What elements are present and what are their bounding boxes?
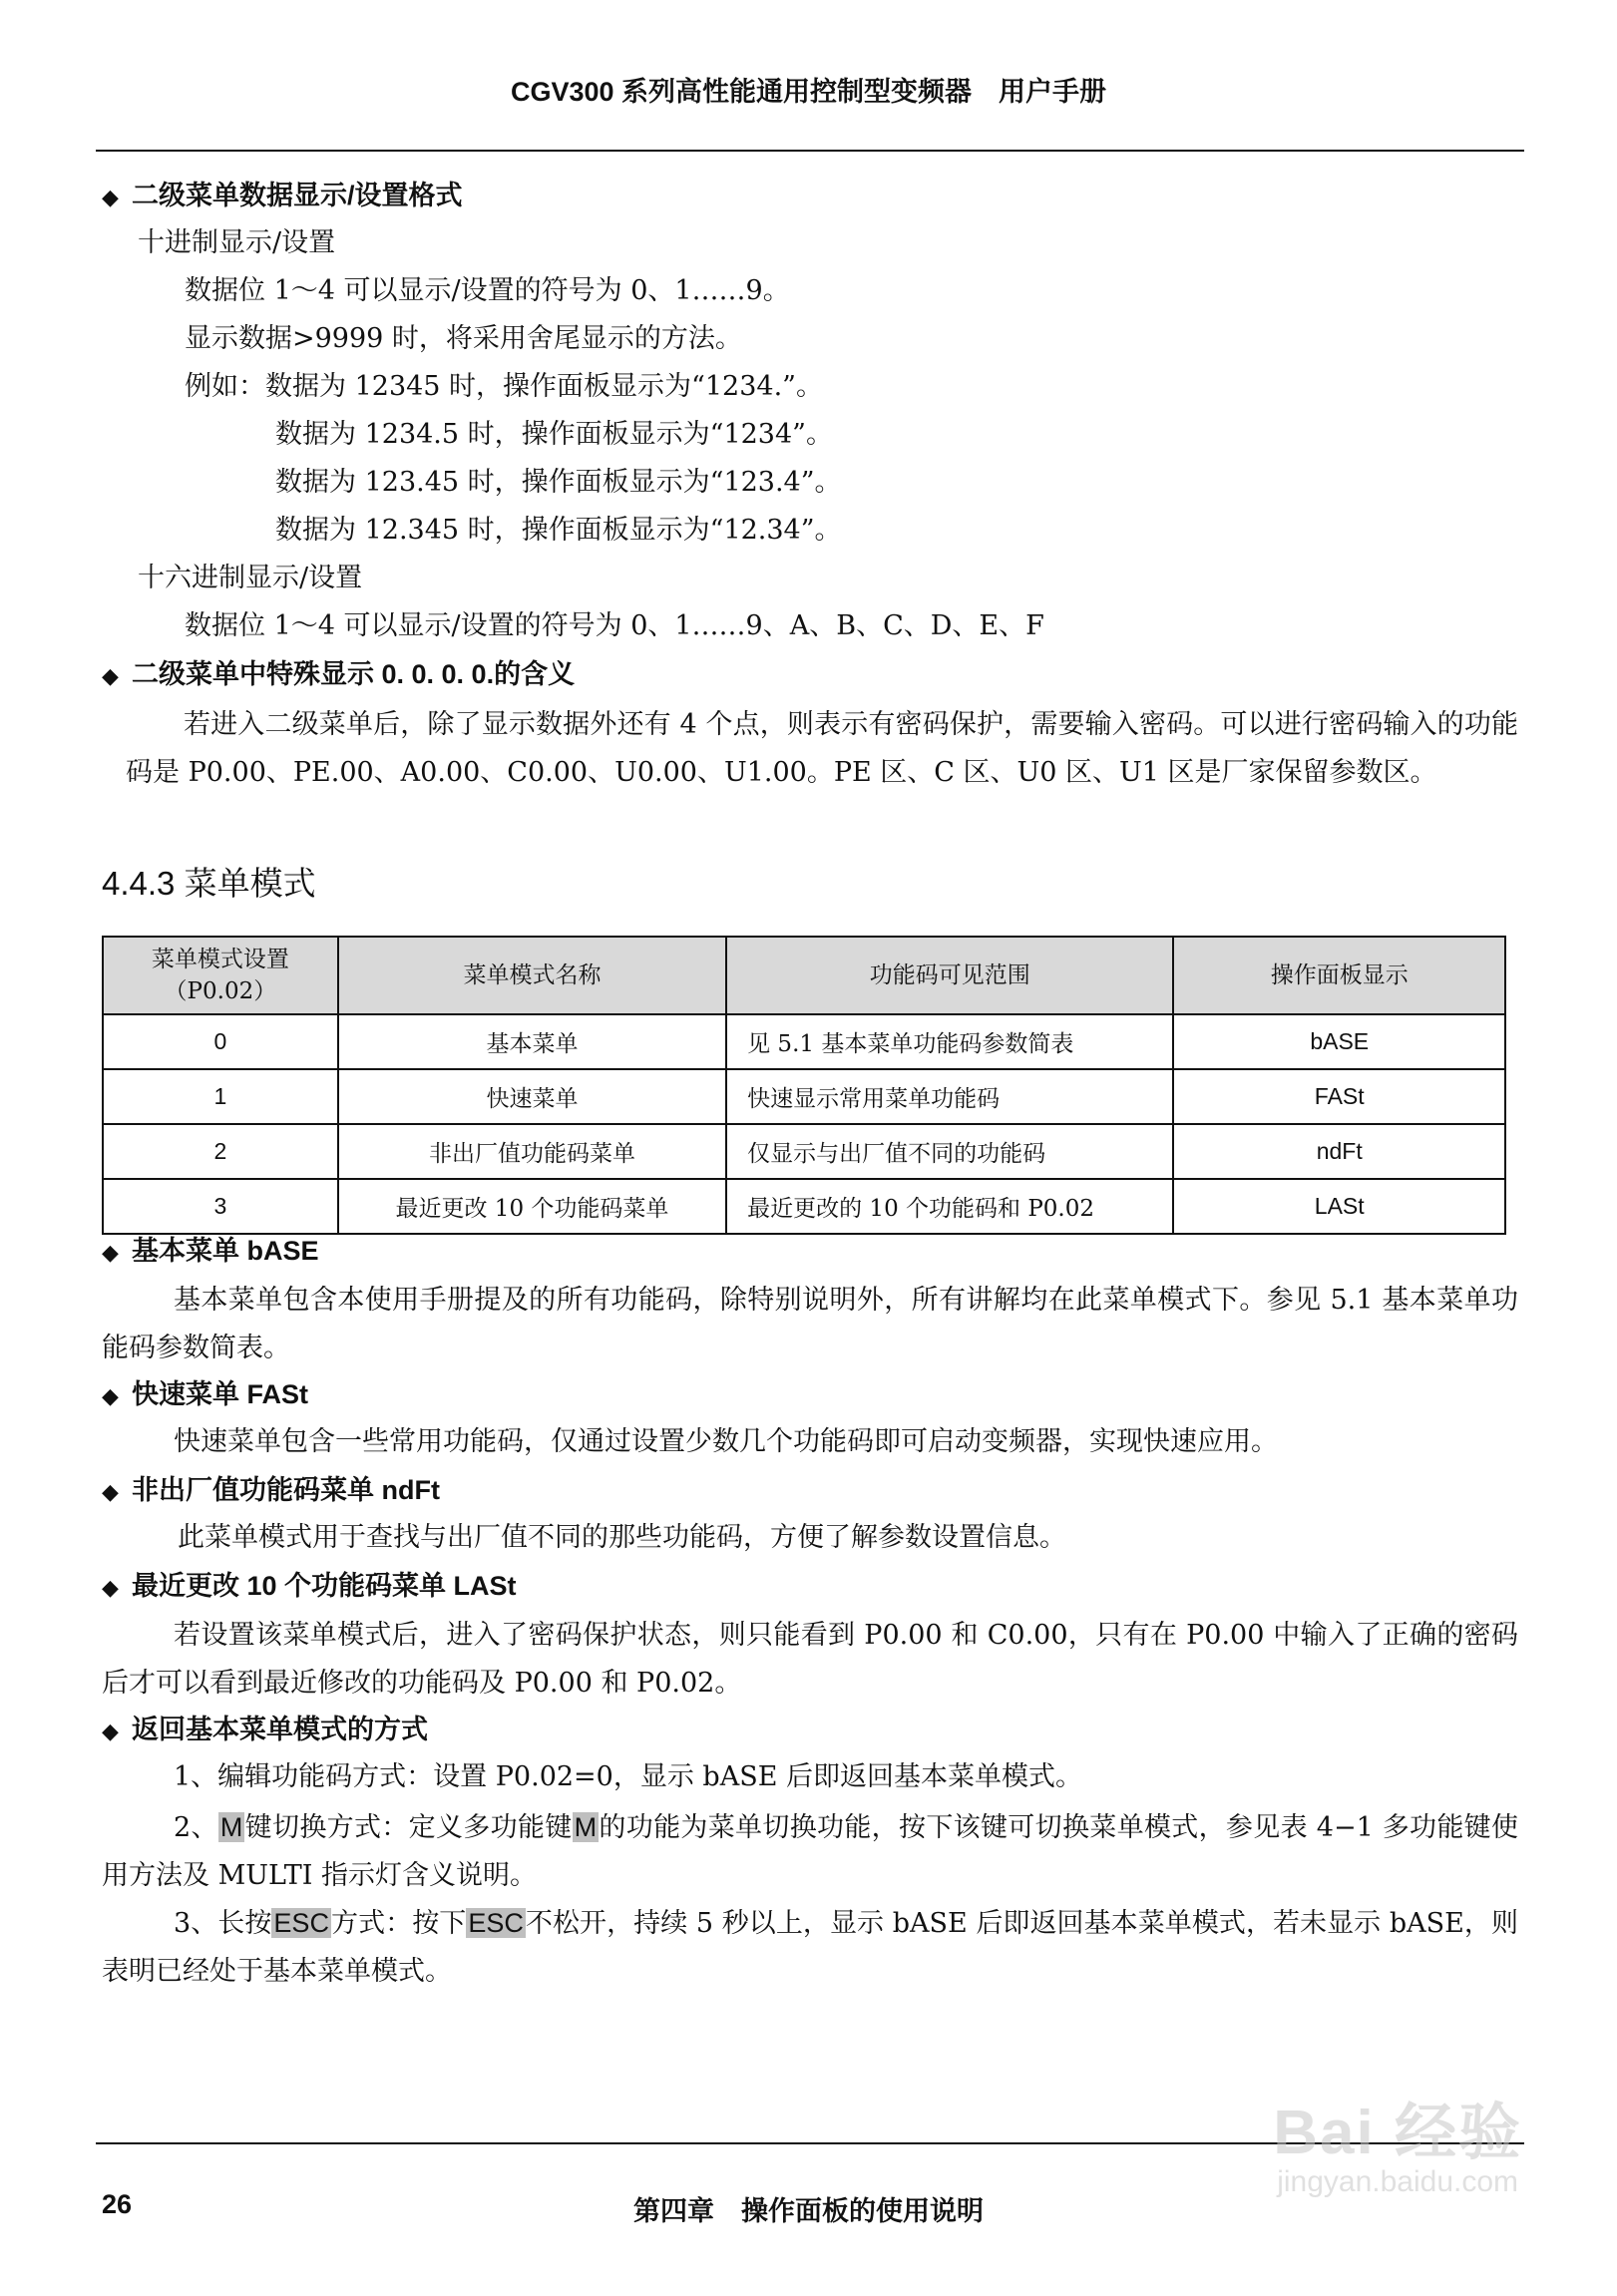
cell-range: 快速显示常用菜单功能码 (726, 1069, 1173, 1124)
table-row (103, 1124, 1505, 1179)
sec2-body: 若进入二级菜单后，除了显示数据外还有 4 个点，则表示有密码保护，需要输入密码。可以进行密码输入的功能码是 P0.00、PE.00、A0.00、C0.00、U0.00、U1.00。PE 区、C 区、U0 区、U1 区是厂家保留参数区。 (126, 709, 1518, 788)
diamond-bullet-icon: ◆ (102, 1575, 119, 1600)
example-line-2: 数据为 1234.5 时，操作面板显示为“1234”。 (275, 419, 833, 450)
table-row (103, 1179, 1505, 1234)
example-line-3: 数据为 123.45 时，操作面板显示为“123.4”。 (275, 467, 842, 498)
return-heading (102, 1712, 428, 1749)
cell-setting: 1 (103, 1069, 338, 1124)
header-mode-name: 菜单模式名称 (338, 937, 726, 1014)
chapter-title: 第四章 操作面板的使用说明 (633, 2196, 984, 2226)
m-key-label: M (574, 1812, 598, 1842)
table-row (103, 1014, 1505, 1069)
menu-mode-table (102, 936, 1506, 1235)
example-prefix: 例如： (185, 371, 265, 402)
hex-subtitle: 十六进制显示/设置 (138, 563, 363, 593)
recent-title: 最近更改 10 个功能码菜单 LASt (132, 1571, 517, 1601)
recent-body: 若设置该菜单模式后，进入了密码保护状态，则只能看到 P0.00 和 C0.00，只有在 P0.00 中输入了正确的密码后才可以看到最近修改的功能码及 P0.00 和 P0.02。 (102, 1620, 1518, 1699)
dec-line-1: 数据位 1～4 可以显示/设置的符号为 0、1……9。 (185, 275, 790, 306)
cell-range: 仅显示与出厂值不同的功能码 (726, 1124, 1173, 1179)
sec2-title: 二级菜单中特殊显示 0. 0. 0. 0.的含义 (132, 659, 576, 689)
esc-key-label: ESC (273, 1908, 329, 1938)
cell-setting: 2 (103, 1124, 338, 1179)
cell-display: bASE (1173, 1014, 1505, 1069)
running-header: CGV300 系列高性能通用控制型变频器 用户手册 (510, 77, 1107, 107)
watermark-url: jingyan.baidu.com (1277, 2165, 1519, 2198)
diamond-bullet-icon: ◆ (102, 185, 119, 209)
cell-mode-name: 快速菜单 (338, 1069, 726, 1124)
return-item-3 (102, 1899, 1518, 1996)
item3-text-a: 方式：按下 (330, 1908, 467, 1939)
example-text: 数据为 12345 时，操作面板显示为“1234.”。 (265, 371, 823, 402)
cell-mode-name: 非出厂值功能码菜单 (338, 1124, 726, 1179)
return-title: 返回基本菜单模式的方式 (132, 1715, 428, 1744)
cell-display: LASt (1173, 1179, 1505, 1234)
cell-range: 最近更改的 10 个功能码和 P0.02 (726, 1179, 1173, 1234)
basic-body: 基本菜单包含本使用手册提及的所有功能码，除特别说明外，所有讲解均在此菜单模式下。参见 5.1 基本菜单功能码参数简表。 (102, 1285, 1518, 1363)
watermark-logo: Bai 经验 (1273, 2099, 1522, 2167)
example-line-4: 数据为 12.345 时，操作面板显示为“12.34”。 (275, 515, 842, 546)
nondef-body: 此菜单模式用于查找与出厂值不同的那些功能码，方便了解参数设置信息。 (178, 1522, 1066, 1553)
m-key-label: M (219, 1812, 243, 1842)
cell-range: 见 5.1 基本菜单功能码参数简表 (726, 1014, 1173, 1069)
return-item-2 (102, 1803, 1518, 1900)
header-visible-range: 功能码可见范围 (726, 937, 1173, 1014)
cell-setting: 0 (103, 1014, 338, 1069)
item2-text-a: 键切换方式：定义多功能键 (244, 1812, 573, 1843)
nondef-title: 非出厂值功能码菜单 ndFt (132, 1475, 440, 1505)
header-mode-setting-param: （P0.02） (164, 978, 277, 1004)
item2-prefix: 2、 (174, 1812, 218, 1843)
baidu-watermark (1273, 2083, 1522, 2199)
cell-display: ndFt (1173, 1124, 1505, 1179)
diamond-bullet-icon: ◆ (102, 1479, 119, 1504)
diamond-bullet-icon: ◆ (102, 663, 119, 688)
page-number: 26 (102, 2189, 133, 2219)
header-rule (96, 150, 1524, 152)
quick-body: 快速菜单包含一些常用功能码，仅通过设置少数几个功能码即可启动变频器，实现快速应用。 (174, 1426, 1278, 1457)
sec2-heading (102, 656, 575, 694)
hex-line-1: 数据位 1～4 可以显示/设置的符号为 0、1……9、A、B、C、D、E、F (185, 610, 1044, 641)
quick-title: 快速菜单 FASt (132, 1379, 309, 1409)
quick-heading (102, 1376, 308, 1414)
sec1-title: 二级菜单数据显示/设置格式 (132, 181, 463, 210)
dec-line-2: 显示数据>9999 时，将采用舍尾显示的方法。 (185, 323, 742, 354)
sec1-heading (102, 178, 463, 215)
cell-mode-name: 最近更改 10 个功能码菜单 (338, 1179, 726, 1234)
cell-mode-name: 基本菜单 (338, 1014, 726, 1069)
item3-prefix: 3、长按 (174, 1908, 272, 1939)
basic-heading (102, 1233, 319, 1271)
basic-title: 基本菜单 bASE (132, 1236, 319, 1266)
diamond-bullet-icon: ◆ (102, 1383, 119, 1408)
diamond-bullet-icon: ◆ (102, 1719, 119, 1743)
header-mode-setting-label: 菜单模式设置 (151, 947, 289, 972)
dec-subtitle: 十进制显示/设置 (138, 227, 336, 258)
item3-text-b: 不松开，持续 5 秒以上，显示 bASE 后即返回基本菜单模式，若未显示 bASE，则表明已经处于基本菜单模式。 (102, 1908, 1518, 1987)
esc-key-label: ESC (468, 1908, 524, 1938)
cell-setting: 3 (103, 1179, 338, 1234)
nondef-heading (102, 1472, 440, 1510)
header-mode-setting (103, 937, 338, 1014)
example-line-1 (185, 369, 823, 405)
header-panel-display: 操作面板显示 (1173, 937, 1505, 1014)
diamond-bullet-icon: ◆ (102, 1240, 119, 1265)
item2-text-b: 的功能为菜单切换功能，按下该键可切换菜单模式，参见表 4−1 多功能键使用方法及 MULTI 指示灯含义说明。 (102, 1812, 1519, 1891)
cell-display: FASt (1173, 1069, 1505, 1124)
section-heading: 4.4.3 菜单模式 (102, 865, 316, 902)
table-row (103, 1069, 1505, 1124)
return-item-1: 1、编辑功能码方式：设置 P0.02=0，显示 bASE 后即返回基本菜单模式。 (174, 1761, 1082, 1792)
recent-heading (102, 1568, 517, 1606)
table-header-row (103, 937, 1505, 1014)
